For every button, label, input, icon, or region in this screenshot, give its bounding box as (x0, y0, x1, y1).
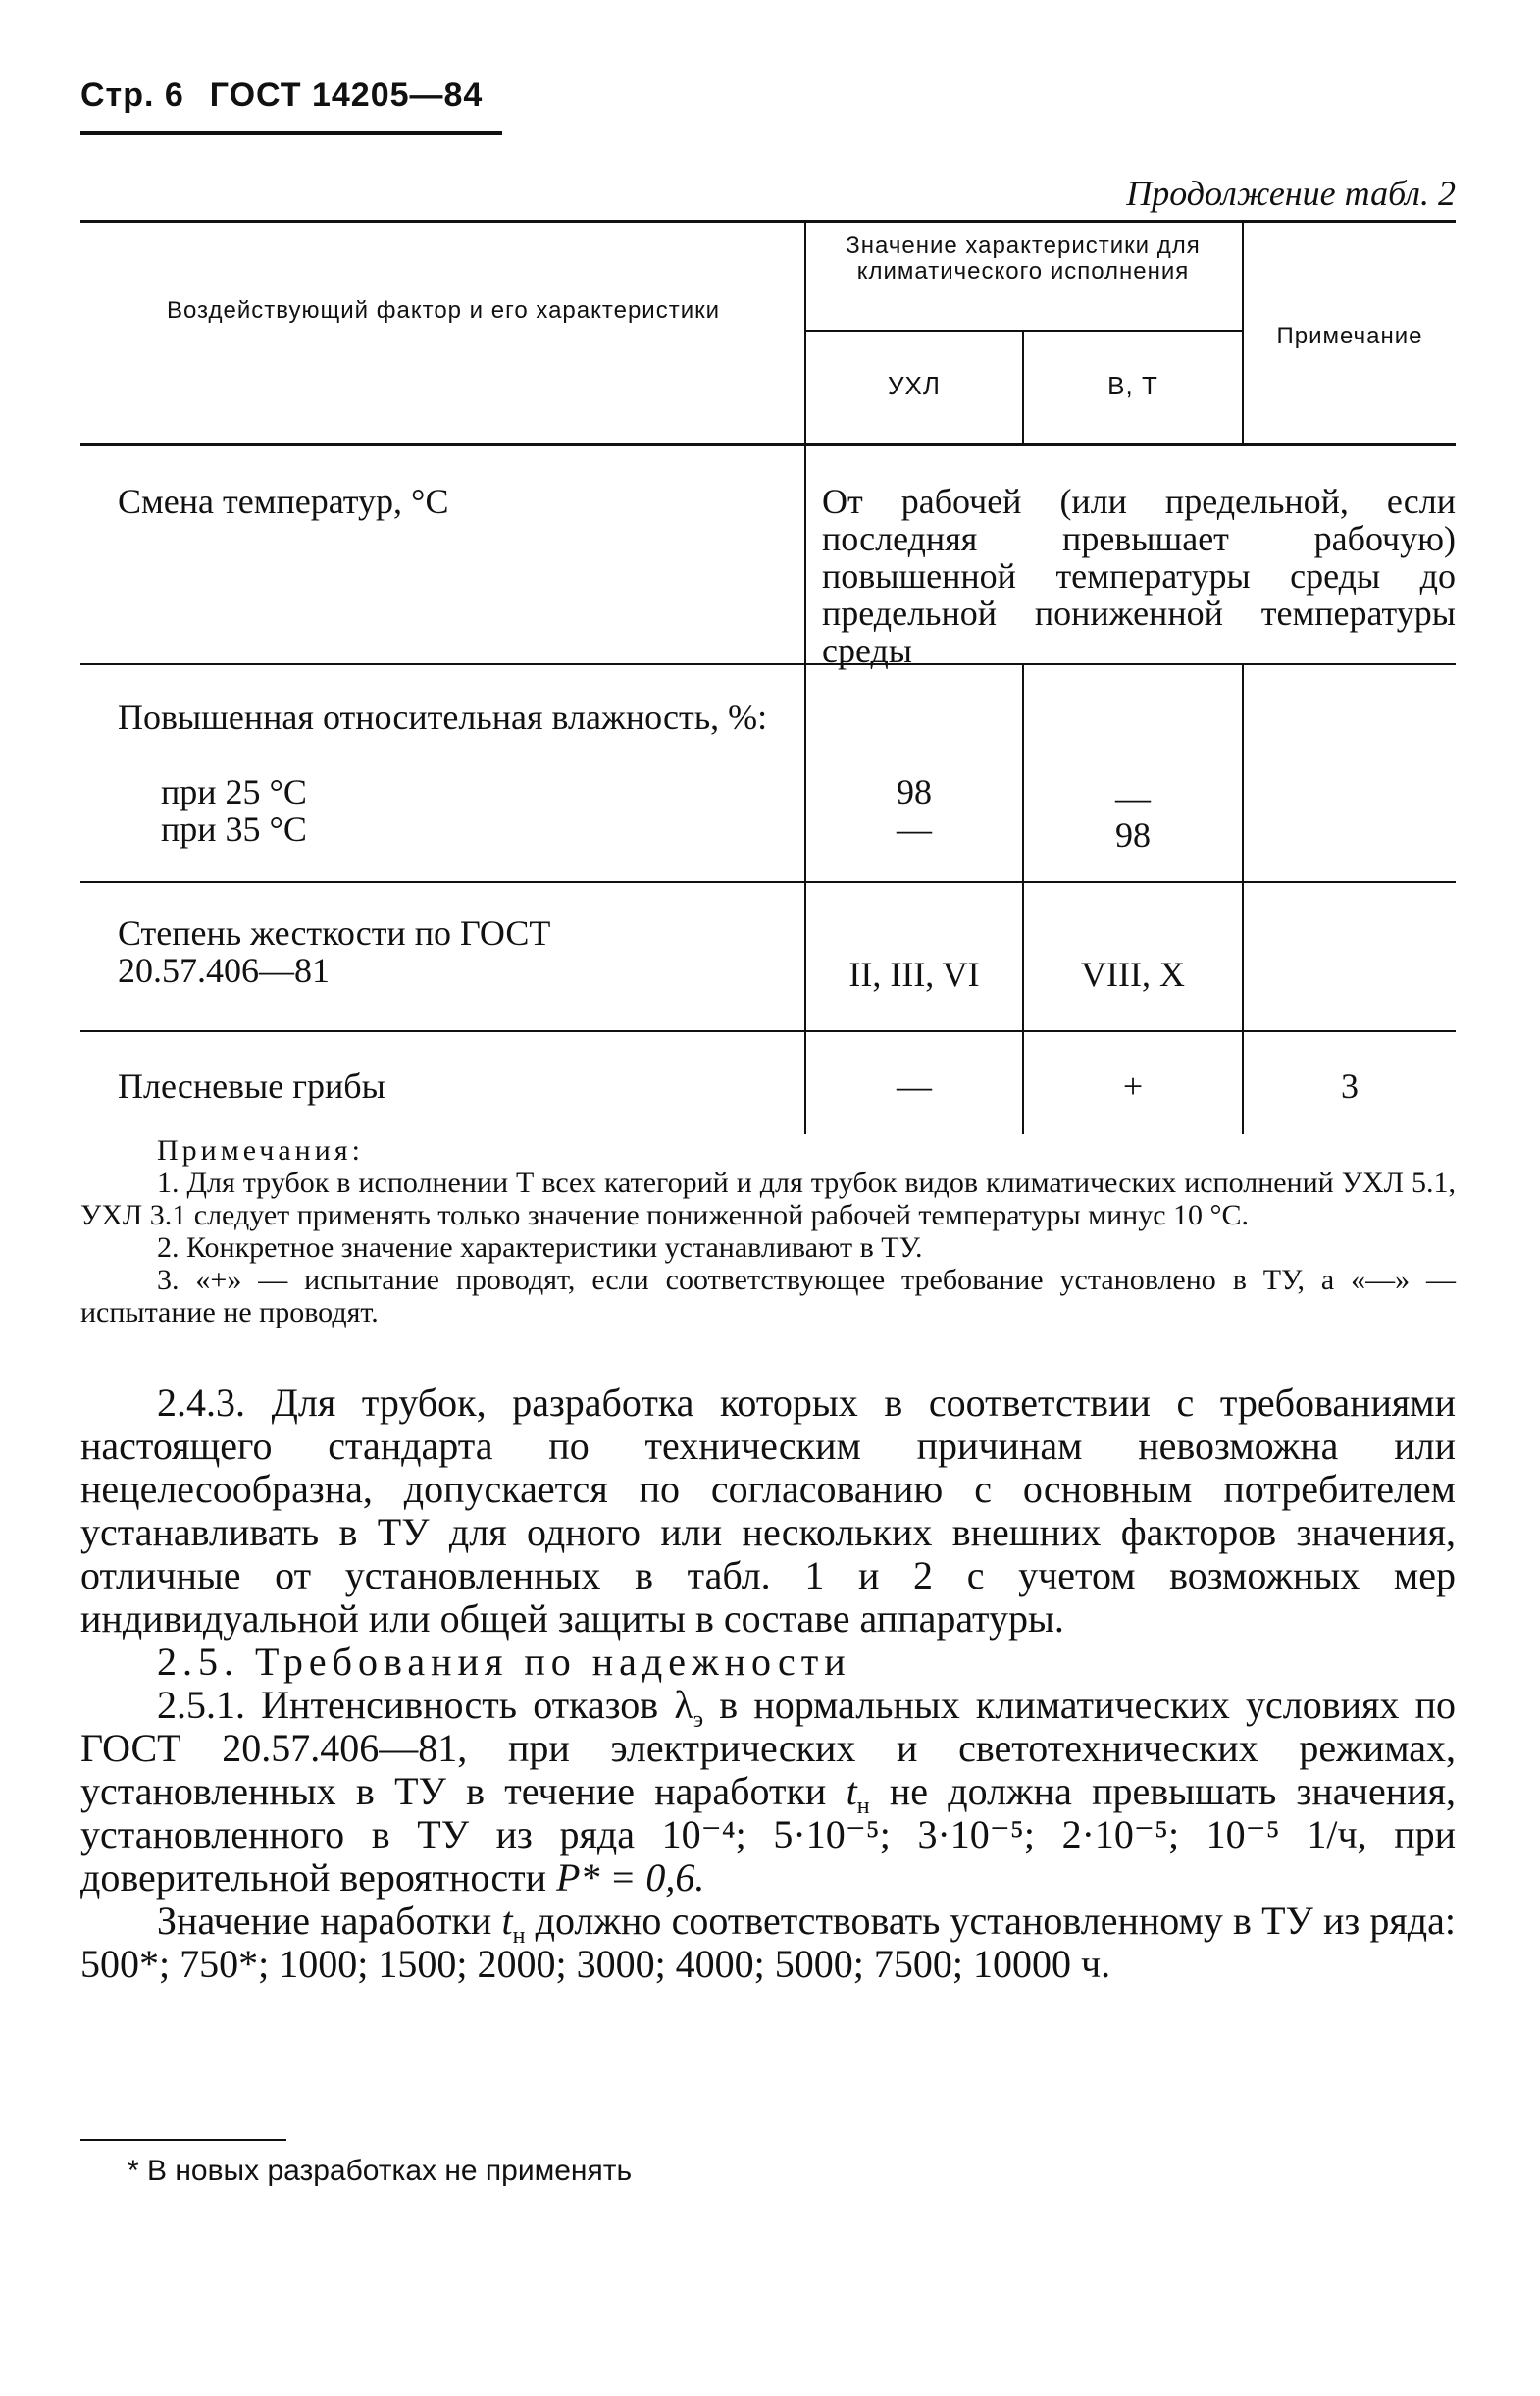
row-humidity-sub1: при 25 °С (161, 772, 307, 811)
climate-table (80, 220, 1456, 1142)
row-temp-factor: Смена температур, °С (118, 482, 449, 521)
row-severity-factor: Степень жесткости по ГОСТ 20.57.406—81 (118, 913, 551, 990)
confidence-value: P* = 0,6. (555, 1855, 705, 1900)
row-humidity-sub2: при 35 °С (161, 809, 307, 849)
failure-rate-series: 10⁻⁴; 5·10⁻⁵; 3·10⁻⁵; 2·10⁻⁵; 10⁻⁵ 1/ч (661, 1812, 1358, 1856)
col-rule-uhl (1022, 663, 1024, 1134)
row-humidity-uhl-35: — (897, 809, 932, 849)
paragraph-2-5-1: 2.5.1. Интенсивность отказов $\lambda_э$ в нормальных климатических условиях по ГОСТ 20.57.406—81, при электрических и светотехнических режимах, установленных в ТУ в течение наработки $t_н$ не должна превышать значения, установленного в ТУ из ряда 10⁻⁴; 5·10⁻⁵; 3·10⁻⁵; 2·10⁻⁵; 10⁻⁵ 1/ч, при доверительной вероятности P* = 0,6. (80, 1683, 1457, 1900)
col-rule-note (1242, 663, 1244, 1134)
table-caption: Продолжение табл. 2 (1126, 174, 1456, 213)
row-temp-value: От рабочей (или предельной, если последняя превышает рабочую) повышенной температуры среды до предельной пониженной температуры среды (822, 482, 1456, 670)
body-text (80, 1381, 1456, 1986)
notes-title: Примечания: (157, 1134, 364, 1167)
row-severity-vt: VIII, X (1081, 955, 1185, 994)
header-note: Примечание (1276, 323, 1423, 349)
page-number: Стр. 6 (80, 77, 184, 114)
page-header (80, 77, 483, 115)
row-humidity-uhl-25: 98 (897, 772, 932, 811)
header-rule (80, 131, 502, 135)
table-notes (80, 1134, 1456, 1328)
row-mold-factor: Плесневые грибы (118, 1067, 385, 1106)
note-2: 2. Конкретное значение характеристики устанавливают в ТУ. (157, 1231, 923, 1264)
row-humidity-vt-25: — (1115, 778, 1151, 817)
footnote: * В новых разработках не применять (128, 2155, 633, 2187)
table-top-rule (80, 220, 1456, 223)
col-rule-values (804, 220, 806, 1134)
row-rule-3 (80, 1030, 1456, 1032)
note-1: 1. Для трубок в исполнении Т всех категорий и для трубок видов климатических исполнений УХЛ 5.1, УХЛ 3.1 следует применять только значение пониженной рабочей температуры минус 10 °С. (80, 1167, 1456, 1231)
row-humidity-vt-35: 98 (1115, 815, 1151, 855)
section-heading-2-5: 2.5. Требования по надежности (157, 1640, 851, 1684)
row-mold-note: 3 (1341, 1067, 1359, 1106)
row-rule-2 (80, 881, 1456, 883)
t-symbol: t (846, 1769, 857, 1813)
paragraph-runtime: Значение наработки $t_н$ должно соответствовать установленному в ТУ из ряда: 500*; 750*; 1000; 1500; 2000; 3000; 4000; 5000; 7500; 10000 ч. (80, 1899, 1457, 1986)
note-3: 3. «+» — испытание проводят, если соответствующее требование установлено в ТУ, а «—» — испытание не проводят. (80, 1264, 1456, 1328)
row-mold-vt: + (1122, 1067, 1144, 1106)
footnote-rule (80, 2139, 286, 2141)
standard-code: ГОСТ 14205—84 (209, 77, 484, 114)
row-mold-uhl: — (897, 1067, 932, 1106)
row-severity-uhl: II, III, VI (848, 955, 980, 994)
header-value-group: Значение характеристики для климатического исполнения (846, 233, 1201, 285)
paragraph-2-4-3: 2.4.3. Для трубок, разработка которых в соответствии с требованиями настоящего стандарта по техническим причинам невозможна или нецелесообразна, допускается по согласованию с основным потребителем устанавливать в ТУ для одного или нескольких внешних факторов значения, отличные от установленных в табл. 1 и 2 с учетом возможных мер индивидуальной или общей защиты в составе аппаратуры. (80, 1380, 1456, 1641)
header-vt: В, Т (1107, 371, 1158, 400)
header-factor: Воздействующий фактор и его характеристики (166, 297, 721, 324)
header-bottom-rule (80, 443, 1456, 446)
row-humidity-factor: Повышенная относительная влажность, %: (118, 698, 768, 737)
header-uhl: УХЛ (888, 371, 941, 400)
